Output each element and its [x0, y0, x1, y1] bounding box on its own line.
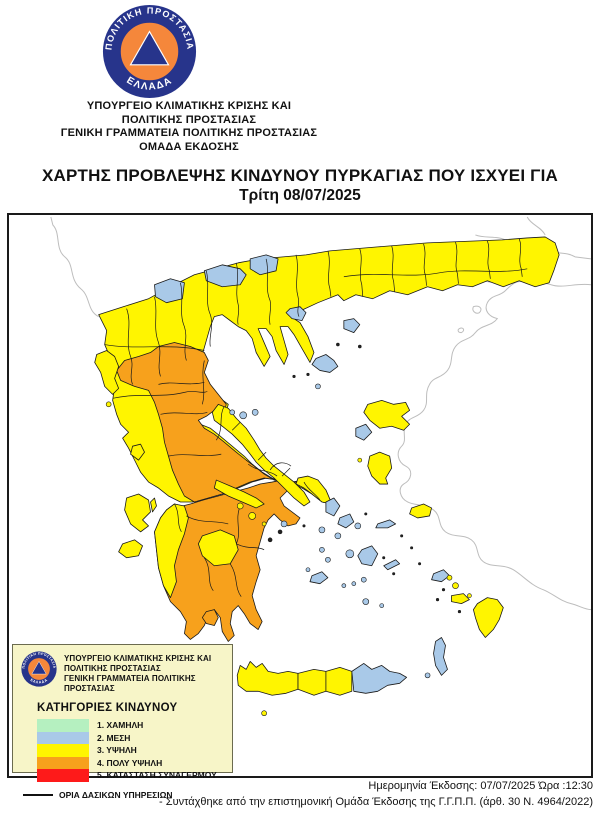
ministry-heading: [0, 100, 378, 154]
legend-row-high: [37, 744, 224, 757]
issue-date-line: Ημερομηνία Έκδοσης: 07/07/2025 Ώρα :12:30: [368, 780, 593, 792]
legend-box: [12, 644, 233, 800]
map-region-kefalonia: [125, 494, 151, 532]
island-dot-22: [425, 673, 430, 678]
map-region-tinos: [338, 514, 354, 528]
legend-label-medium: 2. ΜΕΣΗ: [97, 732, 131, 743]
ministry-line-2: ΠΟΛΙΤΙΚΗΣ ΠΡΟΣΤΑΣΙΑΣ: [121, 113, 257, 126]
map-region-karpathos: [434, 637, 448, 675]
foreign-outline-6: [398, 281, 591, 609]
island-dot-11: [240, 412, 247, 419]
map-region-samos: [410, 504, 432, 518]
island-dot-14: [319, 527, 325, 533]
ministry-line-4: ΟΜΑΔΑ ΕΚΔΟΣΗΣ: [139, 140, 239, 153]
map-region-crete-rethymno: [298, 669, 326, 695]
map-region-amorgos: [384, 560, 400, 570]
island-dot-40: [458, 610, 461, 613]
legend-org-block: [64, 651, 224, 694]
island-dot-12: [252, 409, 258, 415]
island-dot-35: [303, 525, 305, 527]
legend-boundary-label: ΟΡΙΑ ΔΑΣΙΚΩΝ ΥΠΗΡΕΣΙΩΝ: [59, 789, 173, 800]
map-region-lesvos: [364, 400, 410, 430]
risk-regions: [95, 237, 559, 695]
foreign-outline-2: [527, 217, 545, 235]
island-dot-7: [262, 522, 266, 526]
ministry-line-1: ΥΠΟΥΡΓΕΙΟ ΚΛΙΜΑΤΙΚΗΣ ΚΡΙΣΗΣ ΚΑΙ: [86, 100, 292, 112]
credit-line: - Συντάχθηκε από την επιστημονική Ομάδα Έκδοσης της Γ.Γ.Π.Π. (άρθ. 30 Ν. 4964/2022): [159, 796, 593, 808]
map-region-rhodes: [473, 598, 503, 638]
legend-org-line-3: ΓΕΝΙΚΗ ΓΡΑΜΜΑΤΕΙΑ ΠΟΛΙΤΙΚΗΣ ΠΡΟΣΤΑΣΙΑΣ: [64, 674, 196, 693]
legend-swatch-high: [37, 744, 89, 757]
map-region-limnos: [312, 355, 338, 373]
legend-heading: ΚΑΤΗΓΟΡΙΕΣ ΚΙΝΔΥΝΟΥ: [37, 702, 178, 714]
legend-label-alarm: 5. ΚΑΤΑΣΤΑΣΗ ΣΥΝΑΓΕΡΜΟΥ: [97, 770, 217, 781]
island-dot-0: [106, 402, 111, 407]
legend-label-low: 1. ΧΑΜΗΛΗ: [97, 720, 144, 731]
island-dot-8: [262, 711, 267, 716]
legend-row-very_high: [37, 757, 224, 770]
island-dot-16: [325, 557, 330, 562]
island-dot-37: [358, 345, 361, 348]
map-region-ikaria: [376, 520, 396, 528]
island-dot-10: [230, 410, 235, 415]
legend-row-medium: [37, 732, 224, 745]
island-dot-17: [335, 533, 341, 539]
legend-label-very_high: 4. ΠΟΛΥ ΥΨΗΛΗ: [97, 757, 163, 768]
map-region-zakynthos: [119, 540, 143, 558]
island-dot-2: [452, 583, 458, 589]
island-dot-41: [307, 373, 310, 376]
legend-civil-protection-logo: [21, 651, 57, 687]
island-dot-24: [380, 604, 384, 608]
legend-row-alarm: [37, 769, 224, 782]
ministry-line-3: ΓΕΝΙΚΗ ΓΡΑΜΜΑΤΕΙΑ ΠΟΛΙΤΙΚΗΣ ΠΡΟΣΤΑΣΙΑΣ: [60, 127, 318, 139]
island-dot-3: [447, 575, 452, 580]
island-dot-19: [346, 550, 354, 558]
map-region-corfu: [95, 351, 119, 395]
legend-label-high: 3. ΥΨΗΛΗ: [97, 745, 137, 756]
island-dot-36: [336, 343, 339, 346]
legend-rows: [37, 719, 224, 782]
map-region-naxos: [358, 546, 378, 566]
island-dot-26: [352, 582, 356, 586]
map-region-milos: [310, 572, 328, 584]
island-dot-15: [319, 547, 324, 552]
legend-boundary-row: [23, 790, 224, 800]
island-dot-28: [268, 538, 272, 542]
island-dot-42: [293, 375, 296, 378]
legend-swatch-alarm: [37, 769, 89, 782]
map-date: Τρίτη 08/07/2025: [239, 187, 361, 204]
island-dot-30: [392, 573, 394, 575]
legend-swatch-low: [37, 719, 89, 732]
island-dot-32: [410, 547, 412, 549]
island-dot-29: [383, 557, 385, 559]
island-dot-34: [365, 513, 367, 515]
island-dot-5: [237, 503, 243, 509]
legend-row-low: [37, 719, 224, 732]
island-dot-13: [281, 521, 287, 527]
island-dot-18: [355, 523, 361, 529]
island-dot-38: [442, 588, 445, 591]
island-dot-4: [467, 594, 471, 598]
legend-org-line-1: ΥΠΟΥΡΓΕΙΟ ΚΛΙΜΑΤΙΚΗΣ ΚΡΙΣΗΣ ΚΑΙ: [64, 654, 212, 663]
island-dot-33: [418, 563, 420, 565]
map-region-samothraki: [344, 319, 360, 333]
foreign-outline-4: [473, 306, 481, 313]
island-dot-9: [315, 384, 320, 389]
map-title: ΧΑΡΤΗΣ ΠΡΟΒΛΕΨΗΣ ΚΙΝΔΥΝΟΥ ΠΥΡΚΑΓΙΑΣ ΠΟΥ ΙΣΧΥΕΙ ΓΙΑ: [41, 166, 558, 185]
map-region-skyros: [356, 424, 372, 440]
civil-protection-logo: [102, 4, 197, 99]
map-region-andros: [326, 498, 340, 516]
map-region-chios: [368, 452, 392, 484]
island-dot-39: [436, 598, 439, 601]
foreign-outline-5: [458, 328, 463, 333]
map-region-crete-heraklion: [326, 667, 352, 695]
map-region-crete-lasithi: [352, 663, 407, 693]
map-region-crete-chania: [237, 661, 298, 695]
map-region-astypalaia: [432, 570, 450, 582]
legend-swatch-medium: [37, 732, 89, 745]
island-dot-27: [278, 530, 282, 534]
map-region-kos: [451, 594, 469, 604]
island-dot-20: [361, 577, 366, 582]
island-dot-23: [306, 568, 310, 572]
foreign-outline-0: [51, 217, 99, 317]
legend-swatch-very_high: [37, 757, 89, 770]
island-dot-25: [342, 584, 346, 588]
island-dot-31: [400, 535, 402, 537]
prefecture-border-33: [282, 468, 290, 476]
island-dot-6: [249, 512, 256, 519]
boundary-line-icon: [23, 794, 53, 796]
island-dot-21: [363, 599, 369, 605]
map-region-ithaki: [151, 498, 157, 512]
legend-org-line-2: ΠΟΛΙΤΙΚΗΣ ΠΡΟΣΤΑΣΙΑΣ: [64, 664, 161, 673]
island-dot-1: [358, 458, 362, 462]
